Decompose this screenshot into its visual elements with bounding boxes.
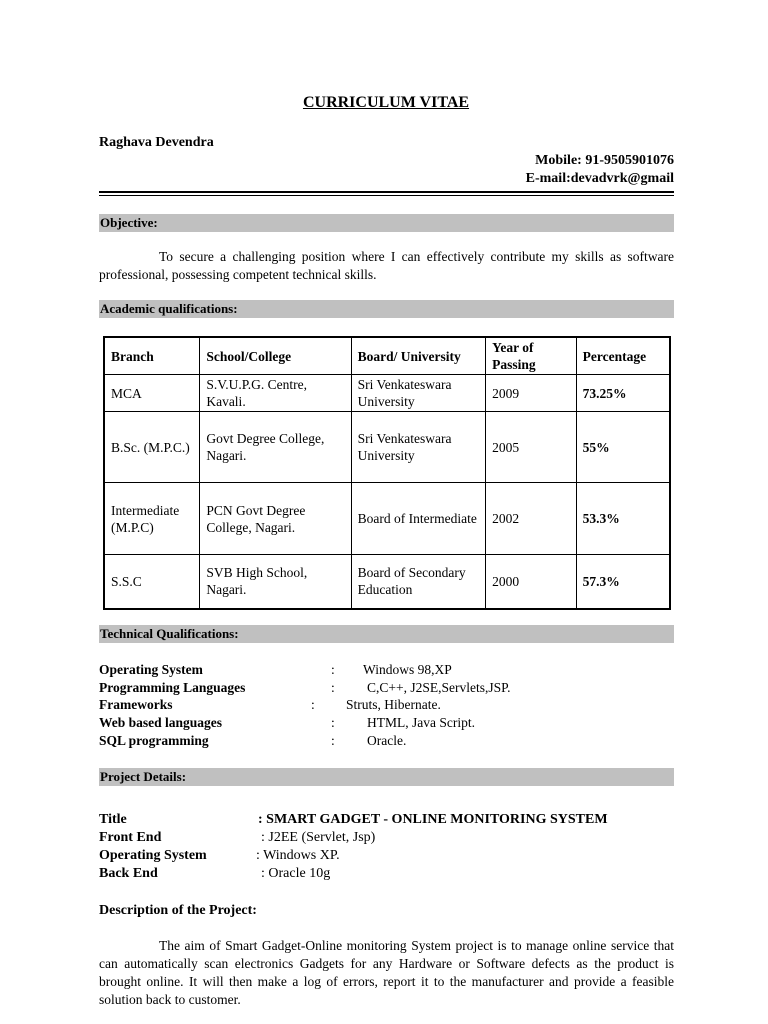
- tech-value-web: HTML, Java Script.: [367, 715, 475, 730]
- cell-branch: MCA: [104, 375, 200, 412]
- table-row: [104, 483, 670, 555]
- cell-branch: Intermediate (M.P.C): [104, 483, 200, 555]
- cell-school: Govt Degree College, Nagari.: [200, 412, 351, 483]
- header-year: Year of Passing: [486, 337, 577, 375]
- project-label-os: Operating System: [99, 848, 207, 863]
- cell-branch: B.Sc. (M.P.C.): [104, 412, 200, 483]
- academic-heading: Academic qualifications:: [99, 300, 674, 318]
- cell-percentage: 57.3%: [576, 555, 670, 609]
- objective-text-content: To secure a challenging position where I can effectively contribute my skills as software professional, possessing competent technical skills.: [99, 249, 674, 282]
- cell-board: Board of Intermediate: [351, 483, 485, 555]
- tech-label-sql: SQL programming: [99, 733, 209, 748]
- project-label-title: Title: [99, 812, 127, 827]
- project-value-backend: : Oracle 10g: [261, 866, 331, 881]
- tech-value-frameworks: Struts, Hibernate.: [346, 697, 441, 712]
- tech-label-os: Operating System: [99, 662, 203, 677]
- academic-table: [103, 336, 671, 610]
- candidate-name: Raghava Devendra: [99, 135, 214, 150]
- cell-school: PCN Govt Degree College, Nagari.: [200, 483, 351, 555]
- table-row: [104, 555, 670, 609]
- objective-heading: Objective:: [99, 214, 674, 232]
- project-label-frontend: Front End: [99, 830, 162, 845]
- tech-colon: :: [331, 715, 335, 730]
- cell-board: Sri Venkateswara University: [351, 412, 485, 483]
- cell-percentage: 73.25%: [576, 375, 670, 412]
- project-value-frontend: : J2EE (Servlet, Jsp): [261, 830, 376, 845]
- cell-year: 2005: [486, 412, 577, 483]
- email-address: E-mail:devadvrk@gmail: [525, 171, 674, 186]
- cell-board: Sri Venkateswara University: [351, 375, 485, 412]
- project-heading: Project Details:: [99, 768, 674, 786]
- description-text: [99, 937, 674, 1009]
- header-rule: [99, 191, 674, 193]
- tech-label-web: Web based languages: [99, 715, 223, 730]
- technical-heading: Technical Qualifications:: [99, 625, 674, 643]
- cell-year: 2009: [486, 375, 577, 412]
- tech-colon: :: [331, 733, 335, 748]
- cell-year: 2002: [486, 483, 577, 555]
- project-value-title: : SMART GADGET - ONLINE MONITORING SYSTEM: [258, 812, 608, 827]
- tech-label-languages: Programming Languages: [99, 680, 246, 695]
- objective-text: [99, 248, 674, 284]
- tech-value-sql: Oracle.: [367, 733, 407, 748]
- cell-branch: S.S.C: [104, 555, 200, 609]
- description-text-content: The aim of Smart Gadget-Online monitoring System project is to manage online service that can automatically scan electronics Gadgets for any Hardware or Software defects as the product is brought online. It will then make a log of errors, report it to the manufacturer and provide a feasible solution back to customer.: [99, 938, 674, 1007]
- tech-value-os: Windows 98,XP: [363, 662, 452, 677]
- table-header-row: [104, 337, 670, 375]
- header-percentage: Percentage: [576, 337, 670, 375]
- cell-percentage: 53.3%: [576, 483, 670, 555]
- description-heading: Description of the Project:: [99, 903, 257, 918]
- project-label-backend: Back End: [99, 866, 158, 881]
- project-value-os: : Windows XP.: [256, 848, 340, 863]
- cell-school: S.V.U.P.G. Centre, Kavali.: [200, 375, 351, 412]
- cell-school: SVB High School, Nagari.: [200, 555, 351, 609]
- document-title: CURRICULUM VITAE: [302, 94, 470, 111]
- mobile-number: Mobile: 91-9505901076: [535, 153, 674, 168]
- header-branch: Branch: [104, 337, 200, 375]
- table-row: [104, 375, 670, 412]
- table-row: [104, 412, 670, 483]
- header-board: Board/ University: [351, 337, 485, 375]
- tech-colon: :: [331, 680, 335, 695]
- cell-year: 2000: [486, 555, 577, 609]
- header-school: School/College: [200, 337, 351, 375]
- tech-colon: :: [331, 662, 335, 677]
- tech-label-frameworks: Frameworks: [99, 697, 173, 712]
- tech-colon: :: [311, 697, 315, 712]
- cell-board: Board of Secondary Education: [351, 555, 485, 609]
- header-rule-thin: [99, 195, 674, 196]
- cell-percentage: 55%: [576, 412, 670, 483]
- tech-value-languages: C,C++, J2SE,Servlets,JSP.: [367, 680, 511, 695]
